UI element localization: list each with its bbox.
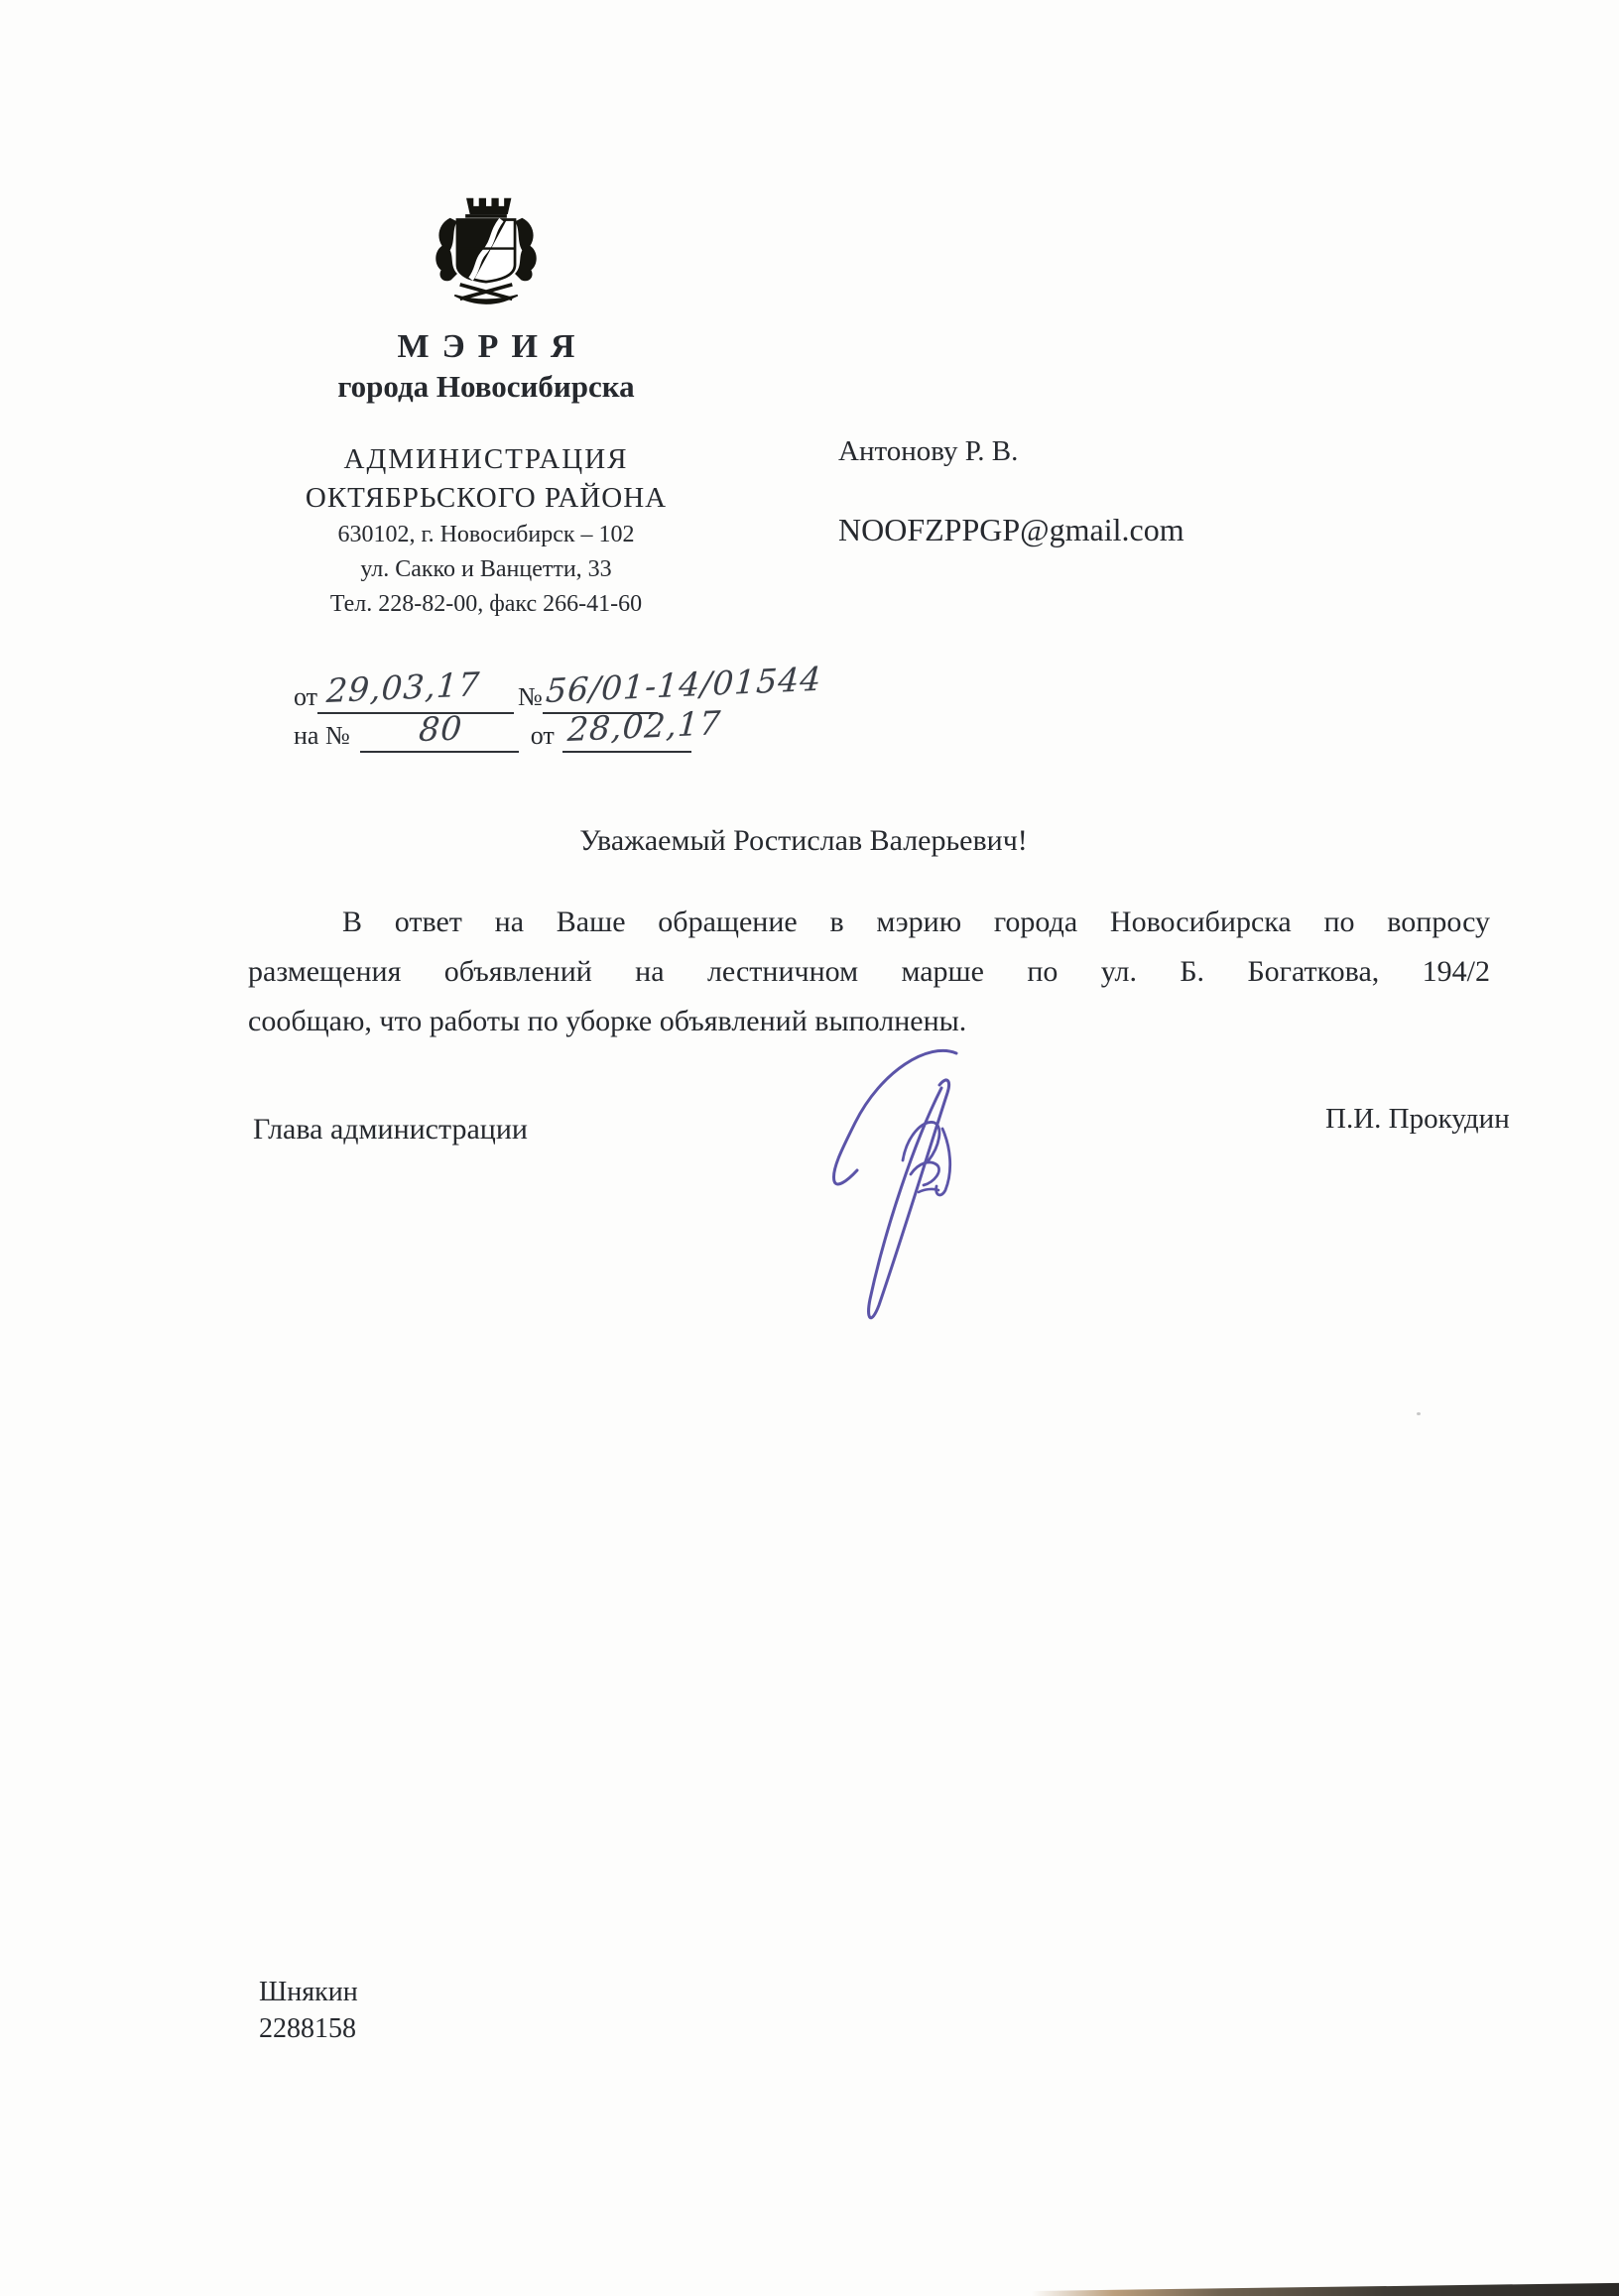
executor-name: Шнякин [259, 1977, 358, 2007]
body-line-1: В ответ на Ваше обращение в мэрию города Новосибирска по вопросу [342, 906, 1490, 938]
scan-edge-artifact [1032, 2282, 1619, 2296]
address-postal: 630102, г. Новосибирск – 102 [337, 522, 635, 547]
letterhead [238, 190, 734, 622]
reference-block [294, 659, 823, 753]
org-name: МЭРИЯ [397, 328, 588, 365]
executor-phone: 2288158 [259, 2013, 356, 2044]
address-street: ул. Сакко и Ванцетти, 33 [360, 556, 612, 582]
recipient-block [838, 434, 1184, 547]
outgoing-date-handwritten: 29,03,17 [325, 665, 482, 710]
incoming-number-label: на № [294, 721, 350, 750]
incoming-date-field [562, 703, 722, 753]
executor-block [259, 1974, 358, 2047]
salutation: Уважаемый Ростислав Валерьевич! [579, 824, 1028, 857]
outgoing-number-label: № [518, 682, 543, 711]
org-name-city: города Новосибирска [337, 369, 635, 404]
department-name-line1: АДМИНИСТРАЦИЯ [343, 443, 629, 475]
incoming-date-handwritten: 28,02,17 [565, 703, 722, 749]
letter-body [248, 898, 1490, 1046]
body-line-3: сообщаю, что работы по уборке объявлений выполнены. [248, 1005, 967, 1037]
incoming-reference-row [294, 703, 722, 753]
scan-speck [1417, 1412, 1421, 1415]
signer-name: П.И. Прокудин [1325, 1103, 1510, 1135]
address-phone-fax: Тел. 228-82-00, факс 266-41-60 [329, 591, 643, 617]
incoming-number-field [360, 708, 519, 753]
incoming-date-label: от [530, 721, 555, 750]
recipient-name: Антонову Р. В. [838, 435, 1019, 467]
novosibirsk-coat-of-arms-icon [428, 190, 545, 317]
outgoing-date-label: от [294, 682, 318, 711]
recipient-email: NOOFZPPGP@gmail.com [838, 512, 1184, 547]
outgoing-date-field [317, 665, 514, 714]
body-line-2: размещения объявлений на лестничном марше по ул. Б. Богаткова, 194/2 [248, 955, 1490, 988]
incoming-number-handwritten: 80 [417, 708, 464, 749]
signer-title: Глава администрации [253, 1113, 528, 1146]
outgoing-number-handwritten: 56/01-14/01544 [544, 659, 823, 710]
handwritten-signature-icon [811, 1033, 985, 1331]
department-name-line2: ОКТЯБРЬСКОГО РАЙОНА [305, 482, 668, 514]
